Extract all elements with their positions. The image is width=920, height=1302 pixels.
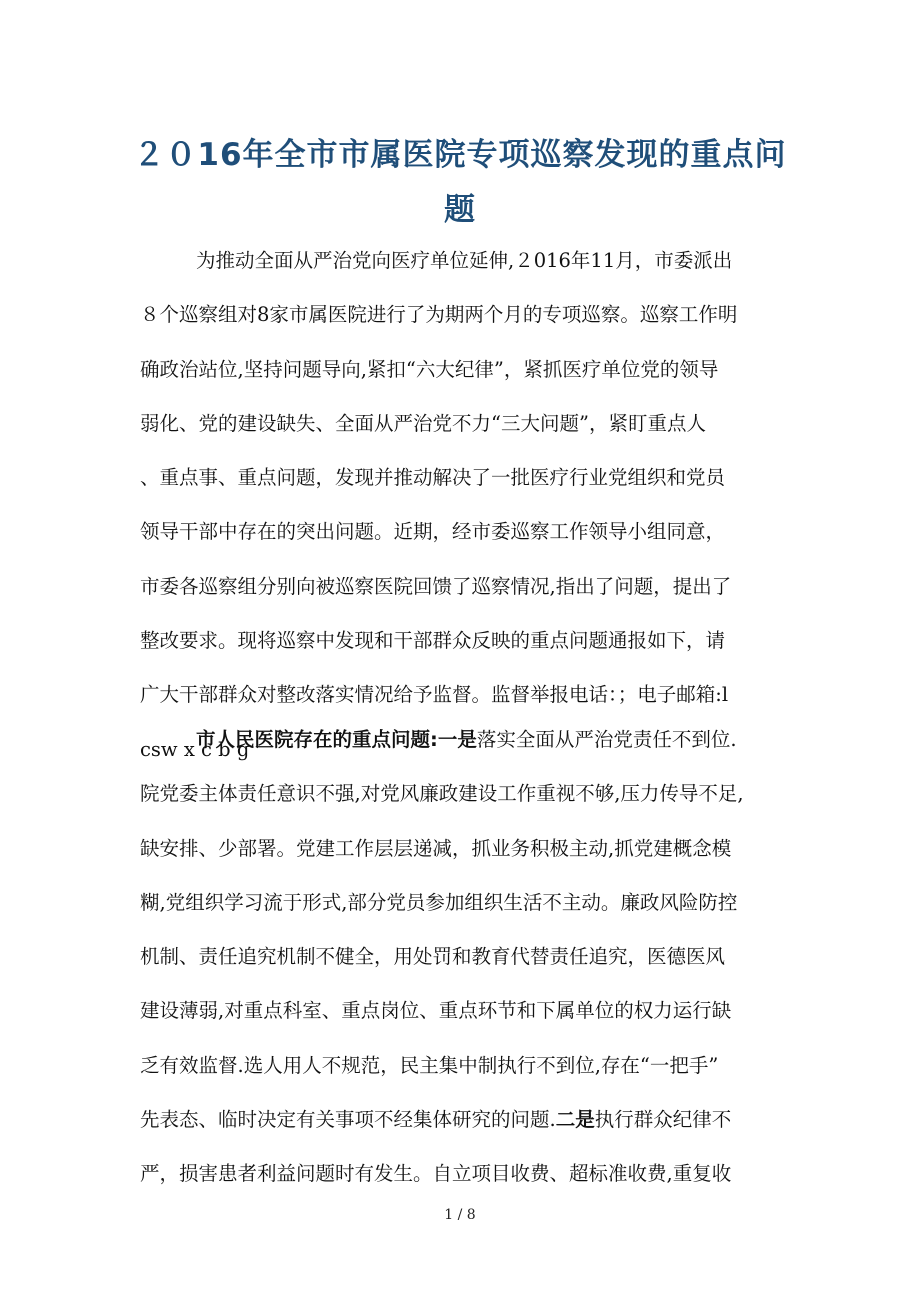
document-title: [120, 128, 800, 238]
intro-line: 广大干部群众对整改落实情况给予监督。监督举报电话：；电子邮箱:l: [140, 683, 729, 707]
section-line: 严，损害患者利益问题时有发生。自立项目收费、超标准收费,重复收: [140, 1162, 732, 1186]
intro-line: 确政治站位,坚持问题导向,紧扣“六大纪律”，紧抓医疗单位党的领导: [140, 357, 719, 381]
page-number: 1 / 8: [444, 1207, 476, 1223]
section-line: 机制、责任追究机制不健全，用处罚和教育代替责任追究，医德医风: [140, 945, 726, 969]
intro-line: 市委各巡察组分别向被巡察医院回馈了巡察情况,指出了问题，提出了: [140, 574, 732, 598]
intro-line: 为推动全面从严治党向医疗单位延伸,２016年11月，市委派出: [196, 249, 733, 272]
section-heading: 市人民医院存在的重点问题:: [196, 728, 438, 751]
point-label-2: 二是: [555, 1108, 595, 1132]
section-text: 落实全面从严治党责任不到位.: [476, 728, 737, 751]
section-text: 执行群众纪律不: [594, 1108, 732, 1132]
section-line: 乏有效监督.选人用人不规范，民主集中制执行不到位,存在“一把手”: [140, 1053, 719, 1077]
section-line: 糊,党组织学习流于形式,部分党员参加组织生活不主动。廉政风险防控: [140, 890, 738, 914]
intro-line: 弱化、党的建设缺失、全面从严治党不力“三大问题”，紧盯重点人: [140, 411, 706, 435]
intro-line: 、重点事、重点问题，发现并推动解决了一批医疗行业党组织和党员: [140, 466, 726, 490]
section-first-line: [140, 713, 780, 767]
intro-line: ８个巡察组对8家市属医院进行了为期两个月的专项巡察。巡察工作明: [140, 303, 738, 327]
intro-line: csw x c b g: [140, 737, 250, 761]
section-line: 缺安排、少部署。党建工作层层递减，抓业务积极主动,抓党建概念模: [140, 836, 732, 860]
section-line: 院党委主体责任意识不强,对党风廉政建设工作重视不够,压力传导不足,: [140, 782, 744, 806]
section-city-hospital: [140, 713, 780, 1202]
intro-line: 整改要求。现将巡察中发现和干部群众反映的重点问题通报如下，请: [140, 629, 726, 653]
section-text: 先表态、临时决定有关事项不经集体研究的问题.: [140, 1108, 556, 1132]
section-line: 建设薄弱,对重点科室、重点岗位、重点环节和下属单位的权力运行缺: [140, 999, 732, 1023]
intro-paragraph: [140, 234, 780, 777]
point-label-1: 一是: [437, 728, 477, 751]
title-line-2: 题: [444, 192, 476, 228]
intro-line: 领导干部中存在的突出问题。近期，经市委巡察工作领导小组同意，: [140, 520, 726, 544]
title-line-1: ２０16年全市市属医院专项巡察发现的重点问: [133, 137, 787, 173]
section-line: [140, 1093, 780, 1147]
